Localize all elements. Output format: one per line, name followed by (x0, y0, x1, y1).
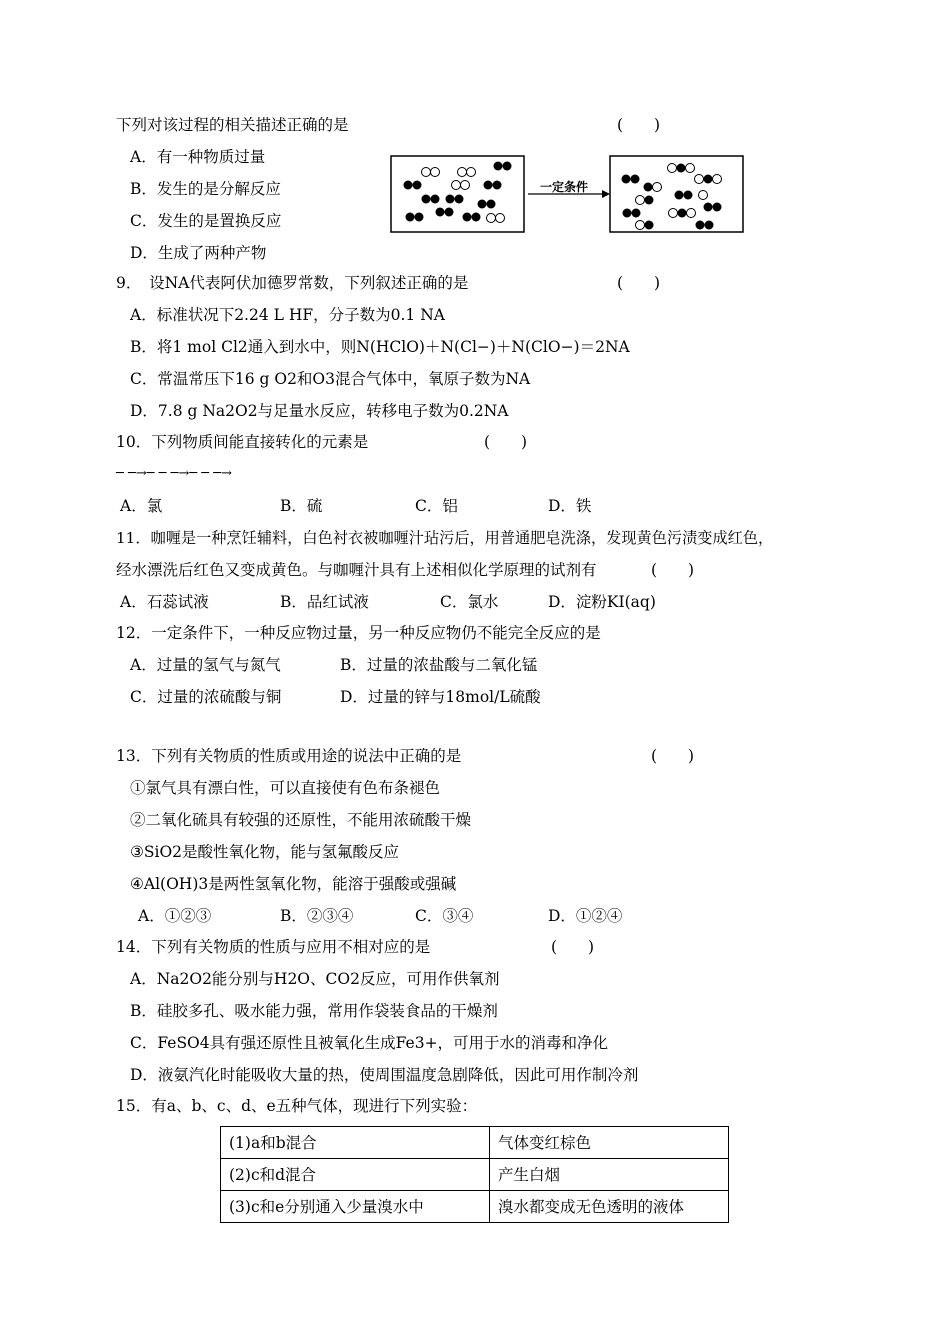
q12-stem: 12．一定条件下，一种反应物过量，另一种反应物仍不能完全反应的是 (116, 624, 601, 642)
q12-option-c: C．过量的浓硫酸与铜 (130, 688, 282, 706)
table-row (221, 1159, 729, 1191)
q11-option-a: A．石蕊试液 (120, 593, 209, 611)
q10-answer-paren: ( ) (484, 433, 528, 451)
q13-option-c: C．③④ (415, 907, 474, 925)
q13-statement-1: ①氯气具有漂白性，可以直接使有色布条褪色 (130, 779, 441, 797)
q9-answer-paren: ( ) (617, 274, 661, 292)
q13-answer-paren: ( ) (651, 747, 695, 765)
reaction-condition-label: 一定条件 (540, 180, 589, 194)
reaction-diagram (390, 155, 745, 235)
q9-stem: 9． 设NA代表阿伏加德罗常数，下列叙述正确的是 (116, 274, 469, 292)
q14-option-d: D．液氨汽化时能吸收大量的热，使周围温度急剧降低，因此可用作制冷剂 (130, 1066, 639, 1084)
q11-answer-paren: ( ) (651, 561, 695, 579)
q10-option-d: D．铁 (548, 497, 592, 515)
q8-option-c: C．发生的是置换反应 (130, 212, 282, 230)
q14-answer-paren: ( ) (551, 938, 595, 956)
q13-option-b: B．②③④ (280, 907, 354, 925)
q14-stem: 14．下列有关物质的性质与应用不相对应的是 (116, 938, 431, 956)
q14-option-b: B．硅胶多孔、吸水能力强，常用作袋装食品的干燥剂 (130, 1002, 498, 1020)
q13-statement-3: ③SiO2是酸性氧化物，能与氢氟酸反应 (130, 843, 400, 861)
q8-answer-paren: ( ) (617, 116, 661, 134)
q14-option-c: C．FeSO4具有强还原性且被氧化生成Fe3+，可用于水的消毒和净化 (130, 1034, 609, 1052)
q9-option-c: C．常温常压下16 g O2和O3混合气体中，氧原子数为NA (130, 370, 531, 388)
q13-statement-2: ②二氧化硫具有较强的还原性，不能用浓硫酸干燥 (130, 811, 472, 829)
q10-option-a: A．氯 (120, 497, 163, 515)
q11-option-c: C．氯水 (440, 593, 499, 611)
q12-option-d: D．过量的锌与18mol/L硫酸 (340, 688, 541, 706)
q9-option-a: A．标准状况下2.24 L HF，分子数为0.1 NA (130, 306, 445, 324)
q11-option-d: D．淀粉KI(aq) (548, 593, 656, 611)
table-cell: (3)c和e分别通入少量溴水中 (221, 1191, 490, 1223)
q8-option-a: A．有一种物质过量 (130, 148, 266, 166)
table-cell: 产生白烟 (490, 1159, 729, 1191)
q8-option-d: D．生成了两种产物 (130, 244, 267, 262)
q8-stem: 下列对该过程的相关描述正确的是 (116, 116, 349, 134)
q9-option-b: B．将1 mol Cl2通入到水中，则N(HClO)＋N(Cl−)＋N(ClO−)＝2NA (130, 338, 630, 356)
q10-conversion-chain: ─ ─→─ ─ ─→─ ─ ─→ (116, 466, 232, 481)
q15-stem: 15．有a、b、c、d、e五种气体，现进行下列实验： (116, 1097, 478, 1115)
q10-option-c: C．铝 (415, 497, 458, 515)
q9-option-d: D．7.8 g Na2O2与足量水反应，转移电子数为0.2NA (130, 402, 509, 420)
q10-stem: 10．下列物质间能直接转化的元素是 (116, 433, 369, 451)
q13-statement-4: ④Al(OH)3是两性氢氧化物，能溶于强酸或强碱 (130, 875, 457, 893)
table-cell: 气体变红棕色 (490, 1127, 729, 1159)
q13-stem: 13．下列有关物质的性质或用途的说法中正确的是 (116, 747, 462, 765)
q8-option-b: B．发生的是分解反应 (130, 180, 281, 198)
q11-stem-line2: 经水漂洗后红色又变成黄色。与咖喱汁具有上述相似化学原理的试剂有 (116, 561, 597, 579)
q13-option-d: D．①②④ (548, 907, 623, 925)
q11-stem-line1: 11．咖喱是一种烹饪辅料，白色衬衣被咖喱汁玷污后，用普通肥皂洗涤，发现黄色污渍变成红色， (116, 529, 774, 547)
table-row (221, 1191, 729, 1223)
table-row (221, 1127, 729, 1159)
q14-option-a: A．Na2O2能分别与H2O、CO2反应，可用作供氧剂 (130, 970, 500, 988)
q12-option-a: A．过量的氢气与氮气 (130, 656, 281, 674)
q11-option-b: B．品红试液 (280, 593, 369, 611)
table-cell: 溴水都变成无色透明的液体 (490, 1191, 729, 1223)
q12-option-b: B．过量的浓盐酸与二氧化锰 (340, 656, 538, 674)
table-cell: (2)c和d混合 (221, 1159, 490, 1191)
reaction-diagram-svg (390, 155, 745, 235)
table-cell: (1)a和b混合 (221, 1127, 490, 1159)
q10-option-b: B．硫 (280, 497, 323, 515)
q15-experiment-table (220, 1126, 729, 1223)
q13-option-a: A．①②③ (138, 907, 212, 925)
